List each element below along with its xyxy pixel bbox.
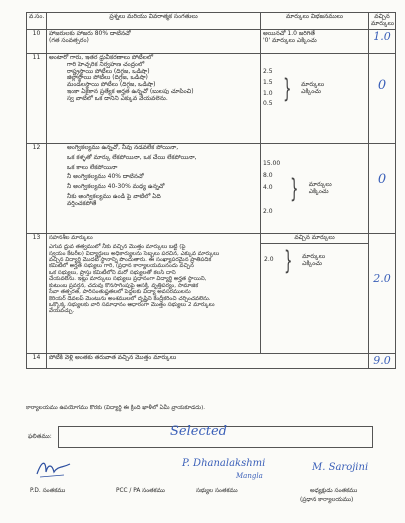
mark-value: 15.00	[263, 159, 281, 167]
question-title: సహనశీల మార్కులు	[49, 234, 93, 241]
members-signature-label: సభ్యుల సంతకము	[196, 488, 238, 494]
brace-icon: }	[290, 173, 299, 204]
header-marks-detail: మార్కులు విభజనములు	[261, 13, 369, 30]
table-row	[27, 233, 396, 353]
row-question	[47, 143, 261, 233]
marks-line: అయినచో 1.0 జరిగితే	[263, 29, 315, 37]
question-line: స్వయం కేటరీల) విద్యార్థులు అధికార్యులను సెబ్బలు పరచిన, ఎక్కువ మార్కులు	[49, 250, 220, 257]
result-value: Selected	[170, 424, 227, 439]
question-line: కుటుంబ ప్రవర్తన, చదువు కొనసాగింపుపై ఆసక్తి, వృత్తిపర్యం, సామాజిక	[49, 282, 199, 289]
table-row	[27, 353, 396, 369]
row-number: 14	[27, 353, 47, 369]
question-line: నీకు అంగ్వికల్యము ఉండి పై వాటిలో ఏది	[67, 193, 161, 201]
row-marks	[261, 29, 369, 53]
question-line: వచ్చిన విద్యార్థి మొదటి స్థానాన్ని పొందుతారు. ఈ సంఖ్యాపరమైన ప్రాతిపదిక	[49, 257, 212, 264]
member-signature-2: Mangla	[236, 472, 263, 480]
office-use-note: కార్యాలయము ఉపయోగము కొరకు (విద్యార్థి ఈ క్రింది ఖాళీలో ఏమీ వ్రాయకూడదు).	[26, 405, 206, 411]
question-line: జిల్లాస్థాయి పోటీలు (దిగ్గజ, ఒడిషా)	[67, 74, 148, 82]
question-line: ఒక కళ్ళతో మార్కు లేకపోయినా, ఒక చేయి లేకపోయినా,	[67, 153, 197, 161]
table-row	[27, 53, 396, 143]
mark-value: 2.0	[264, 256, 274, 264]
question-line: మండలస్థాయి పోటీలు (దిగ్గజ, ఒడిషా)	[67, 81, 156, 89]
marks-breakdown	[263, 69, 366, 109]
question-line: వర్తించకపోతే	[67, 200, 97, 208]
question-line: అంటారో గారు, ఇతర ధ్రువీకరణాలు పోటీలలో	[49, 53, 154, 61]
row-awarded	[369, 143, 396, 233]
awarded-value: 0	[377, 77, 387, 93]
question-line: ఒక సభ్యులు, ప్రాస్తు కమిటీలోని మరో సభ్యులతో కలసి దాని	[49, 269, 176, 276]
row-awarded	[369, 53, 396, 143]
row-marks	[261, 143, 369, 233]
question-line: ఎగువ ధ్రువ తత్వములో నీకు వచ్చిన మొత్తం మార్కులు బట్టి (పై	[49, 244, 186, 251]
marks-breakdown	[263, 161, 366, 217]
marks-label-line: మార్కులు	[308, 180, 332, 188]
awarded-value: 1.0	[373, 29, 391, 43]
mark-value: 4.0	[263, 183, 273, 191]
mark-value: 2.0	[263, 208, 273, 216]
question-line: అంగ్వికల్యము ఉన్నచో, నీవు నడవలేక పోయినా,	[67, 143, 179, 151]
question-line: పోటీకి వెళ్లి అంతకు తరువాత వచ్చిన మొత్తం మార్కులు	[49, 353, 177, 361]
marks-values	[263, 161, 280, 217]
marks-label-line: ఎక్కించు	[302, 259, 322, 267]
brace-icon: }	[282, 73, 291, 104]
row-marks	[261, 233, 369, 353]
question-line: నీ అంగ్వికల్యము 40-30% మధ్య ఉన్నచో	[67, 183, 165, 191]
question-line: చేయవలెను. ఇట్లు మార్కులు సభ్యులు ప్రధానంగా విద్యార్థి అర్హత స్థాయిని,	[49, 276, 207, 283]
pd-signature-label: P.D. సంతకము	[30, 488, 66, 494]
row-marks	[261, 53, 369, 143]
row-awarded	[369, 29, 396, 53]
row-question	[47, 29, 261, 53]
mark-value: 1.0	[263, 89, 273, 97]
question-line: వేయవచ్చు.	[49, 308, 75, 315]
question-line: నీ అంగ్వికల్యము 40% దాటినచో	[67, 173, 144, 181]
header-awarded: వచ్చిన మార్కులు	[369, 13, 396, 30]
office-label: (ప్రధాన కార్యాలయము)	[300, 497, 354, 503]
mark-value: 1.5	[263, 78, 273, 86]
row-question	[47, 53, 261, 143]
question-line: కమిటీలో అర్హత సభ్యులు గారి, (ప్రధాన కార్యాలయమునందు వచ్చిన	[49, 263, 194, 270]
question-line: (గత సంవత్సరం)	[49, 36, 89, 44]
brace-icon: }	[283, 245, 292, 276]
row-number: 10	[27, 29, 47, 53]
question-line: సేవా తత్పరత, పారిసంతుష్టతలలో పెద్దలకు విద్యా అవసరములను	[49, 289, 191, 296]
row-question	[47, 353, 369, 369]
member-signature: P. Dhanalakshmi	[182, 458, 266, 469]
marks-values	[263, 69, 273, 109]
awarded-value: 0	[377, 171, 387, 187]
question-line: ఒక్కొక్క సభ్యులకు వారి సమాధానం ఆధారంగా మొత్తం సభ్యులు 2 మార్కులు	[49, 302, 215, 308]
awarded-value: 2.0	[373, 271, 391, 285]
question-line: హాజరులకు హాజరు 80% దాటినచో	[49, 29, 131, 37]
marks-label-line: మార్కులు	[302, 252, 326, 260]
table-row	[27, 29, 396, 53]
header-sno: వ.సం.	[27, 13, 47, 30]
pcc-signature-label: PCC / PA సంతకము	[116, 488, 165, 494]
table-header-row	[27, 13, 396, 30]
marks-label-line: ఎక్కించు	[308, 187, 329, 195]
question-line: ఇంకా ఏకైకాన ప్రత్యేక అర్హత ఉన్నచో (బులపు చూపించి)	[67, 88, 194, 96]
mark-value: 0.5	[263, 100, 273, 108]
table-row	[27, 143, 396, 233]
row-number: 12	[27, 143, 47, 233]
question-line: ఒక కాలు లేకపోయినా	[67, 163, 118, 171]
row-number: 11	[27, 53, 47, 143]
evaluation-table	[26, 12, 396, 369]
chair-signature: M. Sarojini	[312, 462, 369, 473]
marks-line: '0' మార్కులు ఎక్కించు	[263, 36, 317, 44]
question-line: కెరియర్ డెవలప్ మెంటును అంశములలో దృష్టిని కేంద్రీకరించి చర్చించవలెను.	[49, 295, 211, 302]
marks-label-line: ఎక్కించు	[301, 87, 321, 95]
result-label: ఫలితము:	[28, 433, 52, 440]
marks-label	[302, 254, 325, 268]
total-value: 9.0	[373, 353, 391, 367]
row-number: 13	[27, 233, 47, 353]
pd-signature-icon	[34, 458, 74, 480]
mark-value: 8.0	[263, 171, 273, 179]
question-line: రాష్ట్రస్థాయి పోటీలు (దిగ్గజ, ఒడిషా)	[67, 67, 150, 75]
mark-value: 2.5	[263, 67, 273, 75]
marks-label	[301, 82, 324, 96]
marks-breakdown	[261, 244, 368, 278]
marks-label-line: మార్కులు	[301, 80, 325, 88]
marks-label	[309, 182, 332, 196]
row-awarded	[369, 233, 396, 353]
question-line: గారి హెచ్చరిక నిర్వహణ చంద్రంలో	[67, 60, 145, 68]
marks-subheader: వచ్చిన మార్కులు	[261, 234, 368, 244]
row-question	[47, 233, 261, 353]
row-awarded	[369, 353, 396, 369]
header-question: ప్రశ్నలు మరియు వివరాత్మక సంగతులు	[47, 13, 261, 30]
question-line: స్వ వాటిలో ఒక దానిని ఎక్కువ వేయవలెను.	[67, 95, 168, 103]
chair-signature-label: అధ్యక్షుడు సంతకము	[310, 488, 358, 494]
